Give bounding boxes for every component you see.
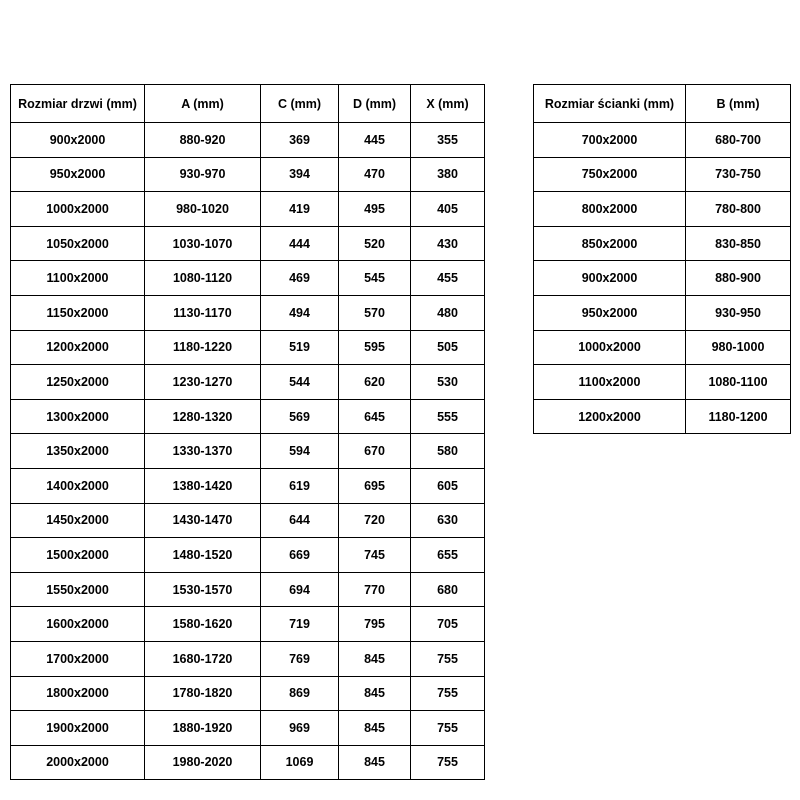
cell-door-size: 1600x2000: [11, 607, 145, 642]
cell-wall-size: 850x2000: [534, 226, 686, 261]
cell-c: 444: [261, 226, 339, 261]
cell-c: 594: [261, 434, 339, 469]
cell-door-size: 1350x2000: [11, 434, 145, 469]
cell-a: 1380-1420: [145, 468, 261, 503]
cell-x: 680: [411, 572, 485, 607]
table-header-row: [534, 85, 791, 123]
column-header-b: B (mm): [686, 85, 791, 123]
cell-x: 430: [411, 226, 485, 261]
cell-d: 645: [339, 399, 411, 434]
cell-d: 845: [339, 745, 411, 780]
cell-d: 845: [339, 711, 411, 746]
table-row: [11, 295, 485, 330]
cell-door-size: 2000x2000: [11, 745, 145, 780]
table-row: [11, 641, 485, 676]
cell-door-size: 1400x2000: [11, 468, 145, 503]
cell-a: 1980-2020: [145, 745, 261, 780]
table-row: [11, 572, 485, 607]
table-row: [11, 261, 485, 296]
cell-door-size: 1900x2000: [11, 711, 145, 746]
cell-x: 480: [411, 295, 485, 330]
cell-c: 694: [261, 572, 339, 607]
cell-door-size: 1300x2000: [11, 399, 145, 434]
cell-a: 1480-1520: [145, 538, 261, 573]
cell-c: 669: [261, 538, 339, 573]
column-header-a: A (mm): [145, 85, 261, 123]
cell-x: 630: [411, 503, 485, 538]
cell-door-size: 1050x2000: [11, 226, 145, 261]
cell-a: 1280-1320: [145, 399, 261, 434]
cell-x: 755: [411, 676, 485, 711]
cell-a: 1230-1270: [145, 365, 261, 400]
cell-d: 845: [339, 676, 411, 711]
cell-x: 355: [411, 123, 485, 158]
cell-b: 830-850: [686, 226, 791, 261]
cell-d: 445: [339, 123, 411, 158]
door-size-table: [10, 84, 485, 780]
cell-d: 695: [339, 468, 411, 503]
cell-a: 1030-1070: [145, 226, 261, 261]
cell-d: 670: [339, 434, 411, 469]
cell-a: 1780-1820: [145, 676, 261, 711]
table-row: [534, 123, 791, 158]
cell-d: 595: [339, 330, 411, 365]
cell-door-size: 1000x2000: [11, 192, 145, 227]
cell-x: 530: [411, 365, 485, 400]
cell-c: 719: [261, 607, 339, 642]
cell-c: 769: [261, 641, 339, 676]
column-header-wall-size: Rozmiar ścianki (mm): [534, 85, 686, 123]
cell-c: 1069: [261, 745, 339, 780]
cell-x: 755: [411, 745, 485, 780]
cell-c: 969: [261, 711, 339, 746]
cell-x: 655: [411, 538, 485, 573]
table-row: [11, 330, 485, 365]
cell-c: 419: [261, 192, 339, 227]
cell-wall-size: 1100x2000: [534, 365, 686, 400]
cell-door-size: 1200x2000: [11, 330, 145, 365]
cell-d: 845: [339, 641, 411, 676]
cell-d: 545: [339, 261, 411, 296]
cell-c: 569: [261, 399, 339, 434]
cell-a: 930-970: [145, 157, 261, 192]
cell-door-size: 1250x2000: [11, 365, 145, 400]
cell-door-size: 1800x2000: [11, 676, 145, 711]
cell-c: 469: [261, 261, 339, 296]
cell-x: 705: [411, 607, 485, 642]
cell-door-size: 950x2000: [11, 157, 145, 192]
cell-wall-size: 1000x2000: [534, 330, 686, 365]
cell-x: 505: [411, 330, 485, 365]
table-row: [534, 365, 791, 400]
cell-a: 1880-1920: [145, 711, 261, 746]
cell-door-size: 1100x2000: [11, 261, 145, 296]
cell-a: 1130-1170: [145, 295, 261, 330]
table-row: [11, 365, 485, 400]
table-row: [534, 157, 791, 192]
table-row: [534, 226, 791, 261]
table-row: [11, 676, 485, 711]
cell-a: 1180-1220: [145, 330, 261, 365]
cell-b: 730-750: [686, 157, 791, 192]
cell-door-size: 1150x2000: [11, 295, 145, 330]
table-row: [11, 745, 485, 780]
cell-d: 470: [339, 157, 411, 192]
cell-c: 494: [261, 295, 339, 330]
cell-d: 620: [339, 365, 411, 400]
cell-door-size: 900x2000: [11, 123, 145, 158]
cell-c: 869: [261, 676, 339, 711]
cell-c: 394: [261, 157, 339, 192]
cell-d: 745: [339, 538, 411, 573]
cell-x: 755: [411, 641, 485, 676]
cell-x: 405: [411, 192, 485, 227]
table-row: [534, 192, 791, 227]
cell-b: 680-700: [686, 123, 791, 158]
cell-x: 455: [411, 261, 485, 296]
cell-x: 580: [411, 434, 485, 469]
table-row: [11, 538, 485, 573]
cell-wall-size: 700x2000: [534, 123, 686, 158]
cell-a: 1530-1570: [145, 572, 261, 607]
wall-panel-size-table: [533, 84, 791, 434]
cell-c: 519: [261, 330, 339, 365]
cell-d: 720: [339, 503, 411, 538]
cell-c: 369: [261, 123, 339, 158]
cell-wall-size: 800x2000: [534, 192, 686, 227]
table-row: [534, 261, 791, 296]
cell-door-size: 1500x2000: [11, 538, 145, 573]
column-header-c: C (mm): [261, 85, 339, 123]
cell-d: 770: [339, 572, 411, 607]
cell-door-size: 1450x2000: [11, 503, 145, 538]
table-row: [534, 330, 791, 365]
table-row: [11, 711, 485, 746]
table-row: [11, 434, 485, 469]
table-row: [11, 157, 485, 192]
table-row: [11, 226, 485, 261]
cell-x: 605: [411, 468, 485, 503]
cell-b: 980-1000: [686, 330, 791, 365]
cell-x: 380: [411, 157, 485, 192]
cell-b: 880-900: [686, 261, 791, 296]
cell-wall-size: 1200x2000: [534, 399, 686, 434]
cell-wall-size: 950x2000: [534, 295, 686, 330]
cell-x: 755: [411, 711, 485, 746]
cell-c: 644: [261, 503, 339, 538]
table-row: [534, 295, 791, 330]
cell-wall-size: 750x2000: [534, 157, 686, 192]
cell-door-size: 1550x2000: [11, 572, 145, 607]
table-row: [11, 503, 485, 538]
cell-c: 619: [261, 468, 339, 503]
table-row: [11, 399, 485, 434]
cell-d: 495: [339, 192, 411, 227]
cell-a: 1580-1620: [145, 607, 261, 642]
column-header-door-size: Rozmiar drzwi (mm): [11, 85, 145, 123]
table-row: [11, 192, 485, 227]
cell-c: 544: [261, 365, 339, 400]
cell-x: 555: [411, 399, 485, 434]
cell-a: 1430-1470: [145, 503, 261, 538]
cell-a: 980-1020: [145, 192, 261, 227]
cell-a: 880-920: [145, 123, 261, 158]
cell-door-size: 1700x2000: [11, 641, 145, 676]
cell-a: 1680-1720: [145, 641, 261, 676]
table-row: [534, 399, 791, 434]
cell-b: 1080-1100: [686, 365, 791, 400]
column-header-x: X (mm): [411, 85, 485, 123]
cell-d: 520: [339, 226, 411, 261]
cell-d: 795: [339, 607, 411, 642]
cell-wall-size: 900x2000: [534, 261, 686, 296]
cell-a: 1330-1370: [145, 434, 261, 469]
table-header-row: [11, 85, 485, 123]
table-row: [11, 468, 485, 503]
cell-b: 1180-1200: [686, 399, 791, 434]
cell-b: 930-950: [686, 295, 791, 330]
column-header-d: D (mm): [339, 85, 411, 123]
cell-d: 570: [339, 295, 411, 330]
cell-b: 780-800: [686, 192, 791, 227]
cell-a: 1080-1120: [145, 261, 261, 296]
table-row: [11, 607, 485, 642]
table-row: [11, 123, 485, 158]
